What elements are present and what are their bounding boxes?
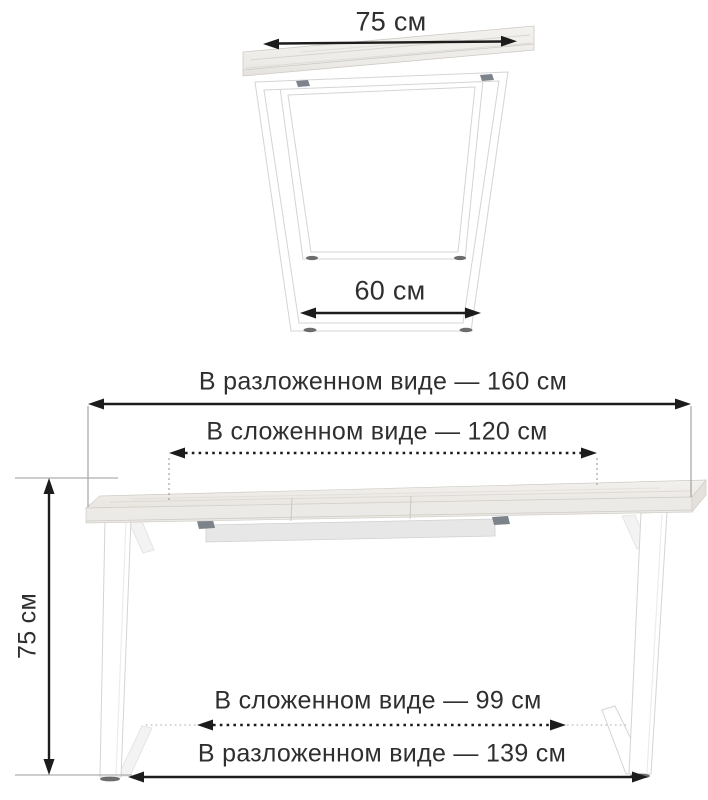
foot-pad [306,256,318,260]
height-75-label: 75 см [13,593,42,659]
mounting-bracket [296,80,310,87]
mounting-bracket [480,74,494,81]
base-60-label: 60 см [354,275,426,306]
unfolded-160-label: В разложенном виде — 160 см [198,367,568,396]
tabletop-side [86,480,706,523]
dimension-arrow-139cm-unfolded-base [128,772,648,783]
apron-bracket [197,520,215,529]
table-leg-left [100,519,131,777]
leg-frame-back [280,80,483,259]
apron-bracket [492,516,510,525]
dimension-arrow-60cm-base [300,308,481,319]
foot-pad [460,328,473,332]
unfolded-139-label: В разложенном виде — 139 см [197,739,567,768]
leg-rear-member-left [128,519,154,553]
folded-99-label: В сложенном виде — 99 см [214,686,542,715]
width-75-label: 75 см [355,6,427,37]
folded-120-label: В сложенном виде — 120 см [206,417,548,446]
table-leg-right [629,512,667,774]
foot-pad [304,328,317,332]
table-apron [206,519,495,542]
dimension-arrow-99cm-folded-base [146,720,627,731]
foot-pad [454,256,466,260]
foot-pad [100,777,120,782]
